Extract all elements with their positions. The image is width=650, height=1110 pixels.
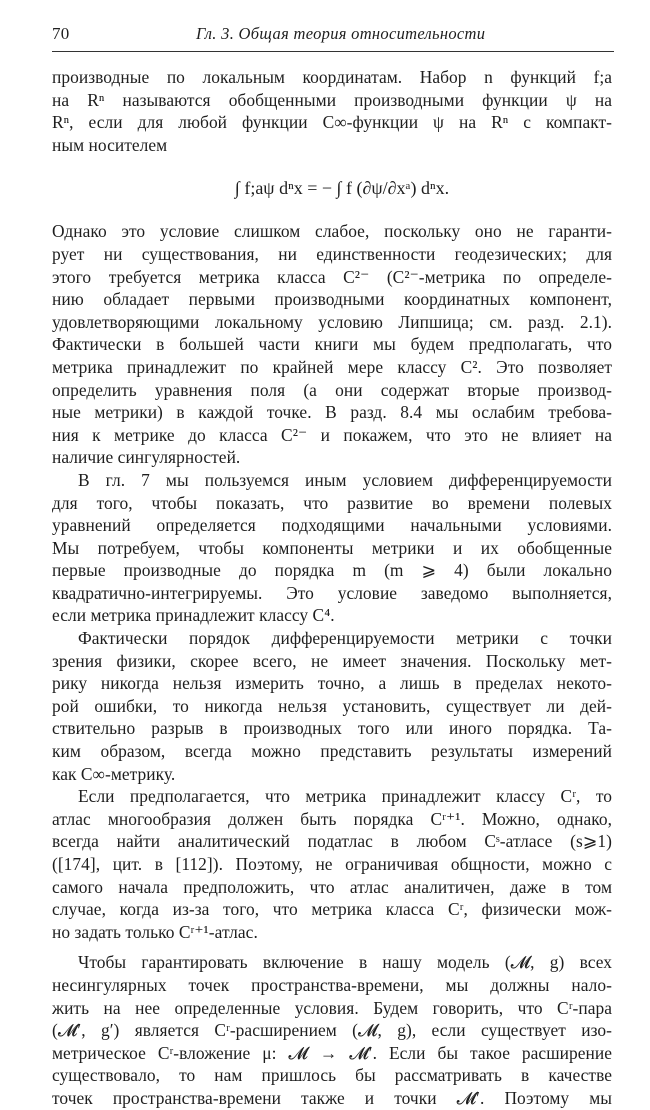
text-line: уравнений определяется подходящими начальными условиями. — [52, 515, 612, 536]
text-line: Однако это условие слишком слабое, поскольку оно не гаранти- — [52, 221, 612, 242]
text-line: как C∞-метрику. — [52, 763, 176, 784]
body-text — [52, 66, 612, 1110]
text-line: точек пространства-времени также и точки 𝓜′. Поэтому мы — [52, 1087, 612, 1108]
text-line: случае, когда из-за того, что метрика класса Cʳ, физически мож- — [52, 899, 612, 920]
text-line: на Rⁿ называются обобщенными производными функции ψ на — [52, 89, 612, 110]
paragraph-6 — [52, 951, 612, 1109]
text-line: Мы потребуем, чтобы компоненты метрики и их обобщенные — [52, 537, 612, 558]
text-line: самого начала предположить, что атлас аналитичен, даже в том — [52, 876, 612, 897]
text-line: производные по локальным координатам. Набор n функций f;a — [52, 67, 612, 87]
text-line: ким образом, всегда можно представить результаты измерений — [52, 741, 612, 762]
text-line: рует ни существования, ни единственности геодезических; для — [52, 243, 612, 264]
text-line: нию обладает первыми производными координатных компонент, — [52, 289, 612, 310]
text-line: Если предполагается, что метрика принадлежит классу Cʳ, то — [78, 786, 612, 807]
text-line: ствительно разрыв в производных того или иного порядка. Та- — [52, 718, 612, 739]
text-line: Фактически порядок дифференцируемости метрики с точки — [78, 628, 612, 649]
text-line: наличие сингулярностей. — [52, 447, 241, 468]
text-line: жить на нее определенные условия. Будем говорить, что Cʳ-пара — [52, 997, 612, 1018]
paragraph-4 — [52, 627, 612, 785]
text-line: В гл. 7 мы пользуемся иным условием дифференцируемости — [78, 469, 612, 490]
text-line: всегда найти аналитический податлас в любом Cˢ-атласе (s⩾1) — [52, 831, 612, 852]
display-formula: ∫ f;aψ dⁿx = − ∫ f (∂ψ/∂xᵃ) dⁿx. — [234, 178, 450, 199]
text-line: зрения физики, скорее всего, не имеет значения. Поскольку мет- — [52, 650, 612, 671]
text-line: но задать только Cʳ⁺¹-атлас. — [52, 921, 258, 942]
text-line: ные метрики) в каждой точке. В разд. 8.4 мы ослабим требова- — [52, 402, 612, 423]
text-line: квадратично-интегрируемы. Это условие заведомо выполняется, — [52, 582, 612, 603]
page-number: 70 — [52, 24, 70, 43]
text-line: Чтобы гарантировать включение в нашу модель (𝓜, g) всех — [78, 952, 612, 973]
text-line: несингулярных точек пространства-времени, мы должны нало- — [52, 974, 612, 995]
text-line: определить уравнения поля (а они содержат вторые производ- — [52, 379, 612, 400]
text-line: атлас многообразия должен быть порядка Cʳ⁺¹. Можно, однако, — [52, 808, 612, 829]
text-line: существовало, то нам пришлось бы рассматривать в качестве — [52, 1065, 612, 1086]
header-rule — [52, 51, 614, 52]
text-line: удовлетворяющими локальному условию Липшица; см. разд. 2.1). — [52, 311, 612, 332]
text-line: ([174], цит. в [112]). Поэтому, не ограничивая общности, можно с — [52, 854, 612, 874]
text-line: если метрика принадлежит классу C⁴. — [52, 605, 335, 626]
paragraph-5 — [52, 785, 612, 943]
text-line: метрическое Cʳ-вложение μ: 𝓜 → 𝓜′. Если бы такое расширение — [52, 1042, 612, 1063]
text-line: метрика принадлежит по крайней мере классу C². Это позволяет — [52, 356, 612, 377]
text-line: для того, чтобы показать, что развитие во времени полевых — [52, 492, 612, 513]
paragraph-gap — [52, 943, 612, 951]
paragraph-1 — [52, 66, 612, 156]
running-title: Гл. 3. Общая теория относительности — [196, 24, 486, 43]
text-line: Rⁿ, если для любой функции C∞-функции ψ на Rⁿ с компакт- — [52, 112, 612, 133]
paragraph-2 — [52, 220, 612, 469]
page-header — [52, 24, 612, 48]
paragraph-3 — [52, 469, 612, 627]
text-line: Фактически в большей части книги мы будем предполагать, что — [52, 334, 612, 355]
text-line: рику никогда нельзя измерить точно, а лишь в пределах некото- — [52, 673, 612, 694]
text-line: ния к метрике до класса C²⁻ и покажем, что это не влияет на — [52, 424, 612, 445]
text-line: этого требуется метрика класса C²⁻ (C²⁻-метрика по определе- — [52, 266, 612, 287]
text-line: рой ошибки, то никогда нельзя установить, существует ли дей- — [52, 695, 612, 716]
text-line: (𝓜′, g′) является Cʳ-расширением (𝓜, g), если существует изо- — [52, 1020, 612, 1041]
text-line: ным носителем — [52, 134, 168, 155]
text-line: первые производные до порядка m (m ⩾ 4) были локально — [52, 560, 612, 581]
